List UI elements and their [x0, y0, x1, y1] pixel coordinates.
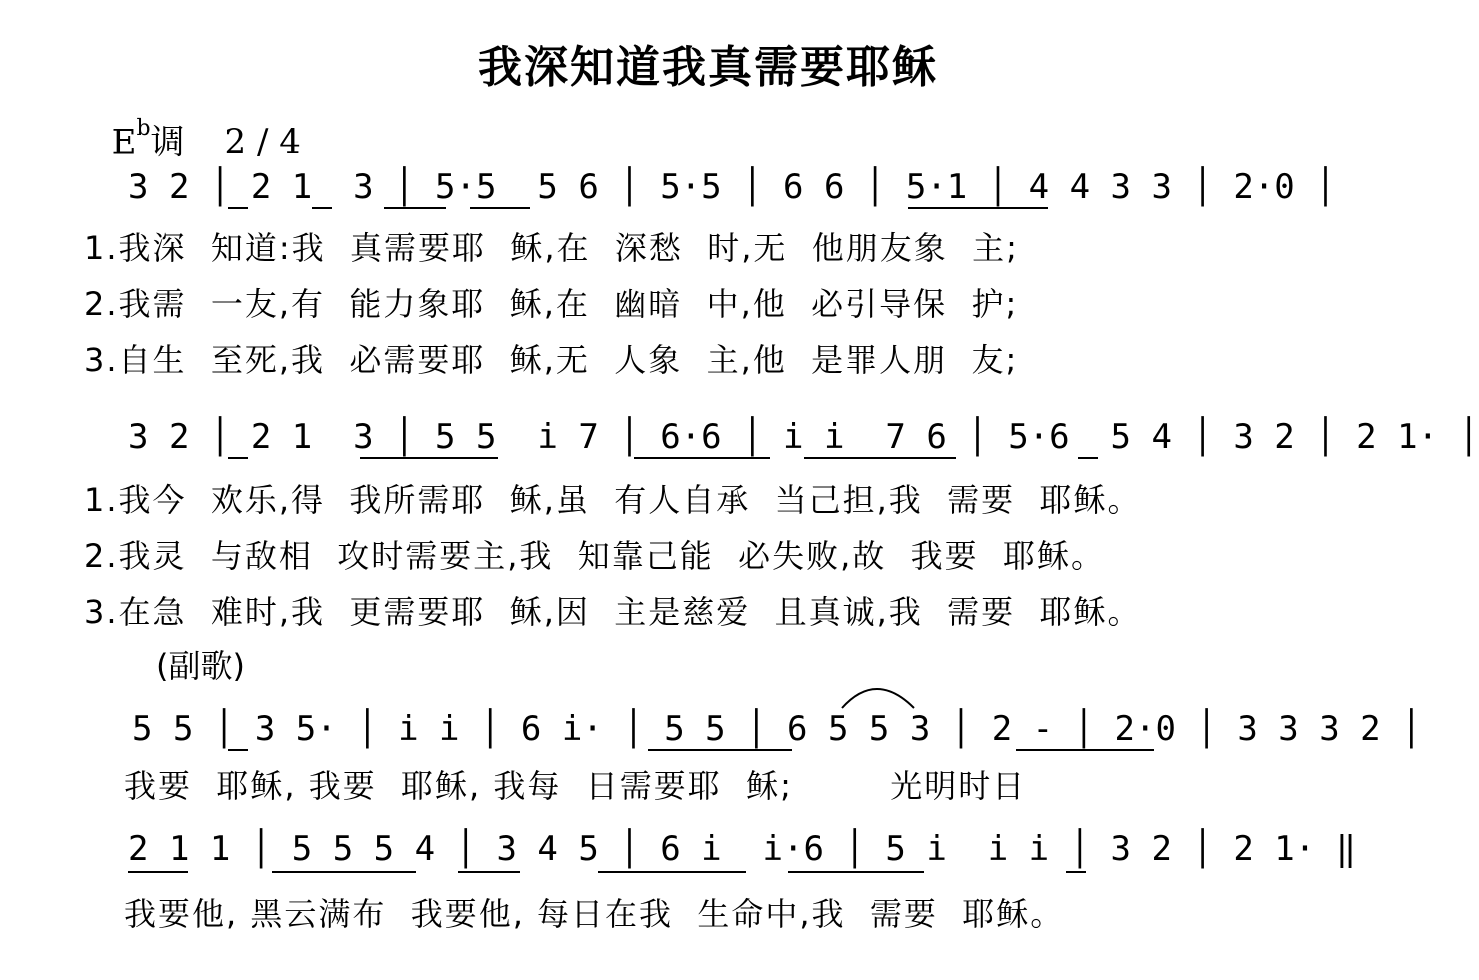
notes-line-3: 5 5 │ 3 5· │ i i │ 6 i· │ 5 5 │ 6 5 5 3 │ 2 - │ 2·0 │ 3 3 3 2 │	[132, 709, 1422, 749]
chorus-lyric-line-1: 我要 耶稣, 我要 耶稣, 我每 日需要耶 稣; 光明时日	[124, 767, 1027, 805]
chorus-lyric-line-2: 我要他, 黑云满布 我要他, 每日在我 生命中,我 需要 耶稣。	[124, 895, 1065, 933]
slur-mark	[842, 689, 914, 708]
verse-2-line-1: 2.我需 一友,有 能力象耶 稣,在 幽暗 中,他 必引导保 护;	[84, 285, 1019, 323]
notes-line-2: 3 2 │ 2 1 3 │ 5 5 i 7 │ 6·6 │ i i 7 6 │ 5·6 5 4 │ 3 2 │ 2 1· │	[128, 417, 1479, 457]
verse-1-line-2: 1.我今 欢乐,得 我所需耶 稣,虽 有人自承 当己担,我 需要 耶稣。	[84, 481, 1142, 519]
verse-2-line-2: 2.我灵 与敌相 攻时需要主,我 知靠己能 必失败,故 我要 耶稣。	[84, 537, 1105, 575]
chorus-label: (副歌)	[156, 647, 245, 685]
key-suffix: 调	[150, 122, 185, 163]
verse-1-line-1: 1.我深 知道:我 真需要耶 稣,在 深愁 时,无 他朋友象 主;	[84, 229, 1019, 267]
time-signature: 2 / 4	[224, 122, 301, 163]
verse-3-line-2: 3.在急 难时,我 更需要耶 稣,因 主是慈爱 且真诚,我 需要 耶稣。	[84, 593, 1142, 631]
key-note: E	[111, 122, 137, 163]
song-title: 我深知道我真需要耶稣	[478, 42, 938, 93]
notes-line-1: 3 2 │ 2 1 3 │ 5·5 5 6 │ 5·5 │ 6 6 │ 5·1 │ 4 4 3 3 │ 2·0 │	[128, 167, 1336, 207]
verse-3-line-1: 3.自生 至死,我 必需要耶 稣,无 人象 主,他 是罪人朋 友;	[84, 341, 1019, 379]
key-accidental: b	[136, 116, 151, 141]
notes-line-4: 2 1 1 │ 5 5 5 4 │ 3 4 5 │ 6 i i·6 │ 5 i i i │ 3 2 │ 2 1· ‖	[128, 829, 1357, 869]
